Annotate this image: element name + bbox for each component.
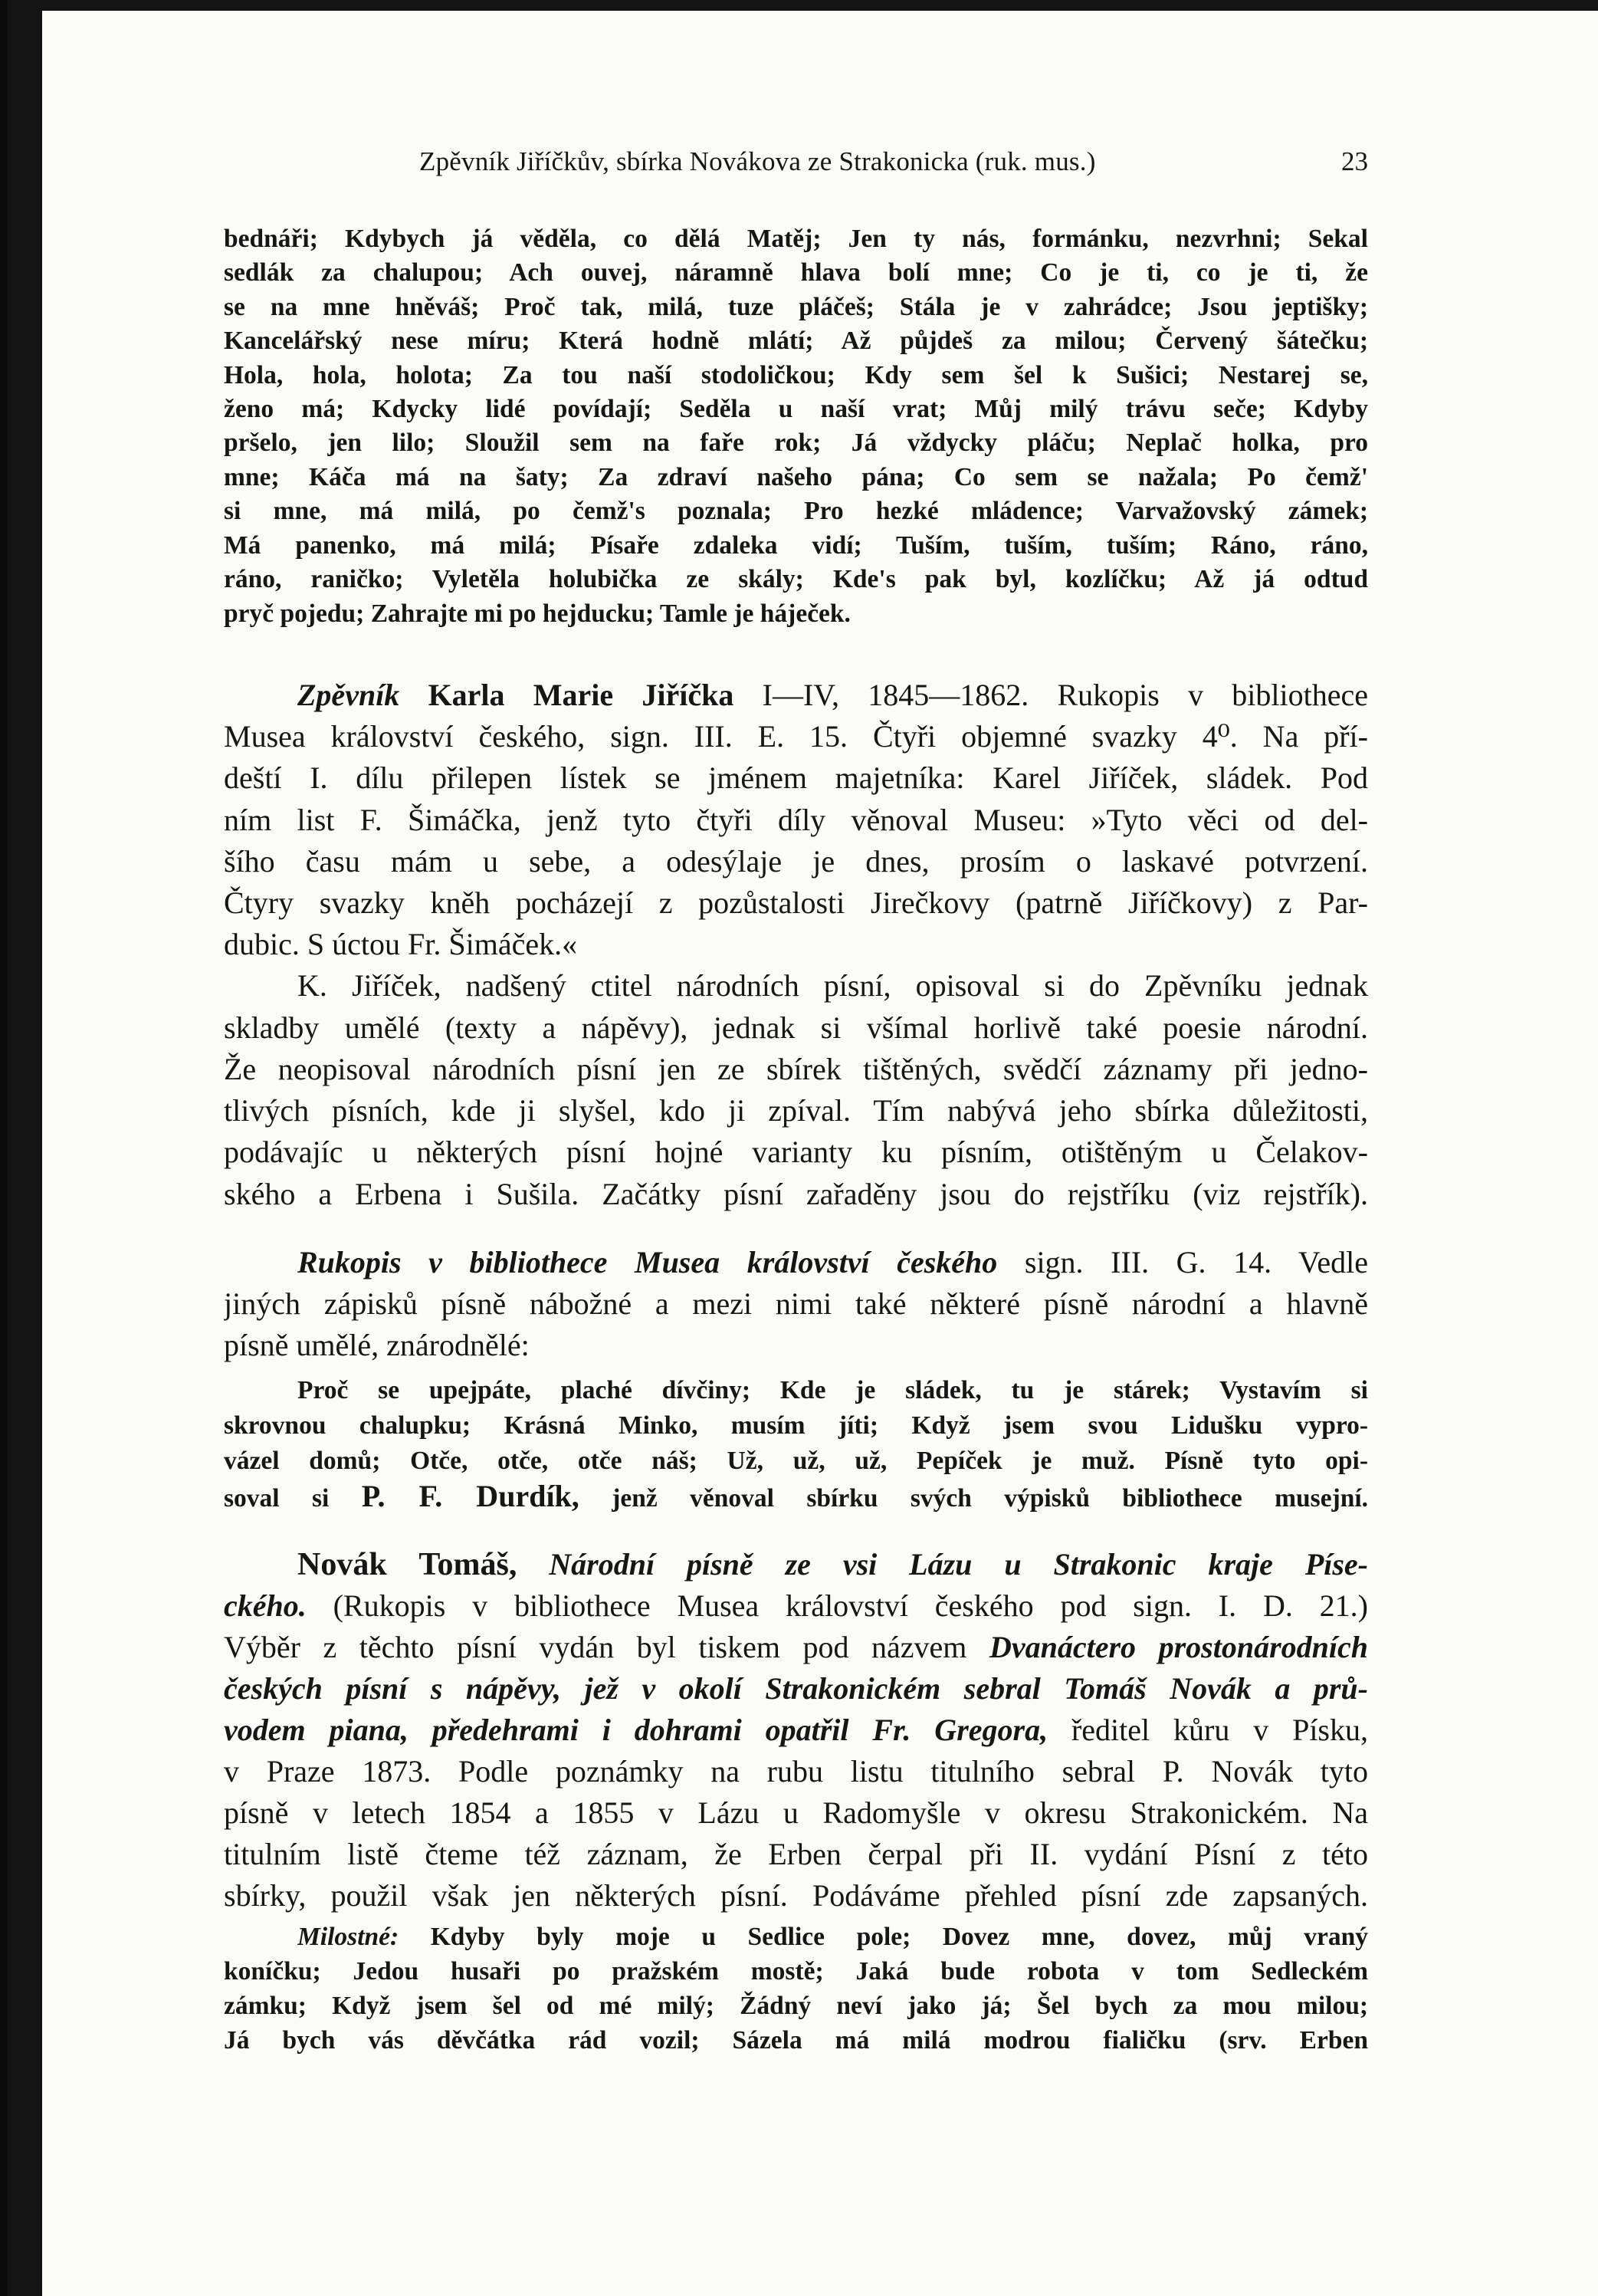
text-line [224,1628,1368,1667]
text-line: sbírky, použil však jen některých písní. Podáváme přehled písní zde zapsaných. [224,1878,1368,1913]
text-line: titulním listě čteme též záznam, že Erben čerpal při II. vydání Písní z této [224,1837,1368,1871]
text-line: vázel domů; Otče, otče, otče náš; Už, už, už, Pepíček je muž. Písně tyto opi- [224,1447,1368,1475]
text-line: Já bych vás děvčátka rád vozil; Sázela má milá modrou fialičku (srv. Erben [224,2026,1368,2055]
page-number: 23 [1341,146,1368,176]
text-line: v Praze 1873. Podle poznámky na rubu listu titulního sebral P. Novák tyto [224,1754,1368,1789]
text-line: zámku; Když jsem šel od mé milý; Žádný neví jako já; Šel bych za mou milou; [224,1992,1368,2020]
text-line: skrovnou chalupku; Krásná Minko, musím jíti; Když jsem svou Lidušku vypro- [224,1411,1368,1440]
text-line: Že neopisoval národních písní jen ze sbírek tištěných, svědčí záznamy při jedno- [224,1052,1368,1086]
text-run: Výběr z těchto písní vydán byl tiskem pod názvem [224,1630,967,1664]
text-line: dubic. S úctou Fr. Šimáček.« [224,927,578,961]
book-page [42,11,1598,2296]
text-line [297,1920,1368,1954]
category-label: Milostné: [297,1923,399,1951]
text-line: Kancelářský nese míru; Která hodně mlátí; Až půjdeš za milou; Červený šátečku; [224,327,1368,355]
text-line: sedlák za chalupou; Ach ouvej, náramně hlava bolí mne; Co je ti, co je ti, že [224,258,1368,287]
work-title: českých písní s nápěvy, jež v okolí Strakonickém sebral Tomáš Novák a prů- [224,1671,1368,1706]
work-title: vodem piana, předehrami i dohrami opatřil Fr. Gregora, [224,1713,1048,1747]
work-title: Zpěvník [297,678,400,712]
text-line: ženo má; Kdycky lidé povídají; Seděla u naší vrat; Můj milý trávu seče; Kdyby [224,395,1368,423]
text-line: písně v letech 1854 a 1855 v Lázu u Radomyšle v okresu Strakonickém. Na [224,1795,1368,1830]
text-line: Proč se upejpáte, plaché dívčiny; Kde je sládek, tu je stárek; Vystavím si [297,1376,1368,1404]
section-heading-line [297,1243,1368,1282]
text-line: jiných zápisků písně nábožné a mezi nimi také některé písně národní a hlavně [224,1286,1368,1321]
text-line: tlivých písních, kde ji slyšel, kdo ji zpíval. Tím nabývá jeho sbírka důležitosti, [224,1093,1368,1128]
section-heading-line [297,1545,1368,1584]
text-run: Kdyby byly moje u Sedlice pole; Dovez mne, dovez, můj vraný [430,1923,1368,1951]
scan-edge [0,0,8,2296]
text-line: K. Jiříček, nadšený ctitel národních písní, opisoval si do Zpěvníku jednak [297,968,1368,1003]
text-line: pršelo, jen lilo; Sloužil sem na faře rok; Já vždycky pláču; Neplač holka, pro [224,429,1368,457]
section-heading-line [297,676,1368,714]
work-title: Rukopis v bibliothece Musea království českého [297,1245,998,1279]
author-name: Novák Tomáš, [297,1547,517,1582]
text-line: ského a Erbena i Sušila. Začátky písní zařaděny jsou do rejstříku (viz rejstřík). [224,1177,1368,1211]
text-line: bednáři; Kdybych já věděla, co dělá Matěj; Jen ty nás, formánku, nezvrhni; Sekal [224,225,1368,253]
text-line: pryč pojedu; Zahrajte mi po hejducku; Tamle je háječek. [224,599,851,628]
text-run: I—IV, 1845—1862. Rukopis v bibliothece [762,678,1368,712]
text-line: se na mne hněváš; Proč tak, milá, tuze pláčeš; Stála je v zahrádce; Jsou jeptišky; [224,293,1368,321]
running-header [349,146,1368,177]
text-line: Musea království českého, sign. III. E. 15. Čtyři objemné svazky 4⁰. Na pří- [224,719,1368,754]
text-line [224,1480,1368,1513]
work-title: Dvanáctero prostonárodních [989,1630,1368,1664]
text-line: Má panenko, má milá; Písaře zdaleka vidí; Tuším, tuším, tuším; Ráno, ráno, [224,531,1368,560]
text-line: skladby umělé (texty a nápěvy), jednak si všímal horlivě také poesie národní. [224,1010,1368,1045]
text-line: Čtyry svazky kněh pocházejí z pozůstalosti Jirečkovy (patrně Jiříčkovy) z Par- [224,885,1368,920]
author-name: Karla Marie Jiříčka [428,678,734,712]
person-name: P. F. Durdík, [361,1480,579,1513]
text-line: si mne, má milá, po čemž's poznala; Pro hezké mládence; Varvažovský zámek; [224,497,1368,525]
text-line: mne; Káča má na šaty; Za zdraví našeho pána; Co sem se nažala; Po čemž' [224,463,1368,491]
text-line: Hola, hola, holota; Za tou naší stodoličkou; Kdy sem šel k Sušici; Nestarej se, [224,361,1368,389]
text-run: soval si [224,1484,330,1513]
text-run: (Rukopis v bibliothece Musea království českého pod sign. I. D. 21.) [333,1588,1368,1623]
text-run: sign. III. G. 14. Vedle [1024,1245,1368,1279]
text-line: písně umělé, znárodnělé: [224,1328,530,1362]
text-line: deští I. dílu přilepen lístek se jménem majetníka: Karel Jiříček, sládek. Pod [224,760,1368,795]
work-title: Národní písně ze vsi Lázu u Strakonic kraje Píse- [549,1547,1368,1582]
text-line [224,1711,1368,1749]
text-line: ráno, raničko; Vyletěla holubička ze skály; Kde's pak byl, kozlíčku; Až já odtud [224,565,1368,593]
text-line: podávajíc u některých písní hojné varianty ku písním, otištěným u Čelakov- [224,1135,1368,1169]
text-line [224,1670,1368,1708]
text-run: jenž věnoval sbírku svých výpisků bibliothece musejní. [612,1484,1368,1513]
text-line: koníčku; Jedou husaři po pražském mostě; Jaká bude robota v tom Sedleckém [224,1957,1368,1986]
work-title: ckého. [224,1588,307,1623]
running-title: Zpěvník Jiříčkův, sbírka Novákova ze Strakonicka (ruk. mus.) [419,146,1096,176]
text-run: ředitel kůru v Písku, [1071,1713,1368,1747]
text-line [224,1587,1368,1625]
text-line: ním list F. Šimáčka, jenž tyto čtyři díly věnoval Museu: »Tyto věci od del- [224,803,1368,837]
text-line: šího času mám u sebe, a odesýlaje je dnes, prosím o laskavé potvrzení. [224,844,1368,879]
